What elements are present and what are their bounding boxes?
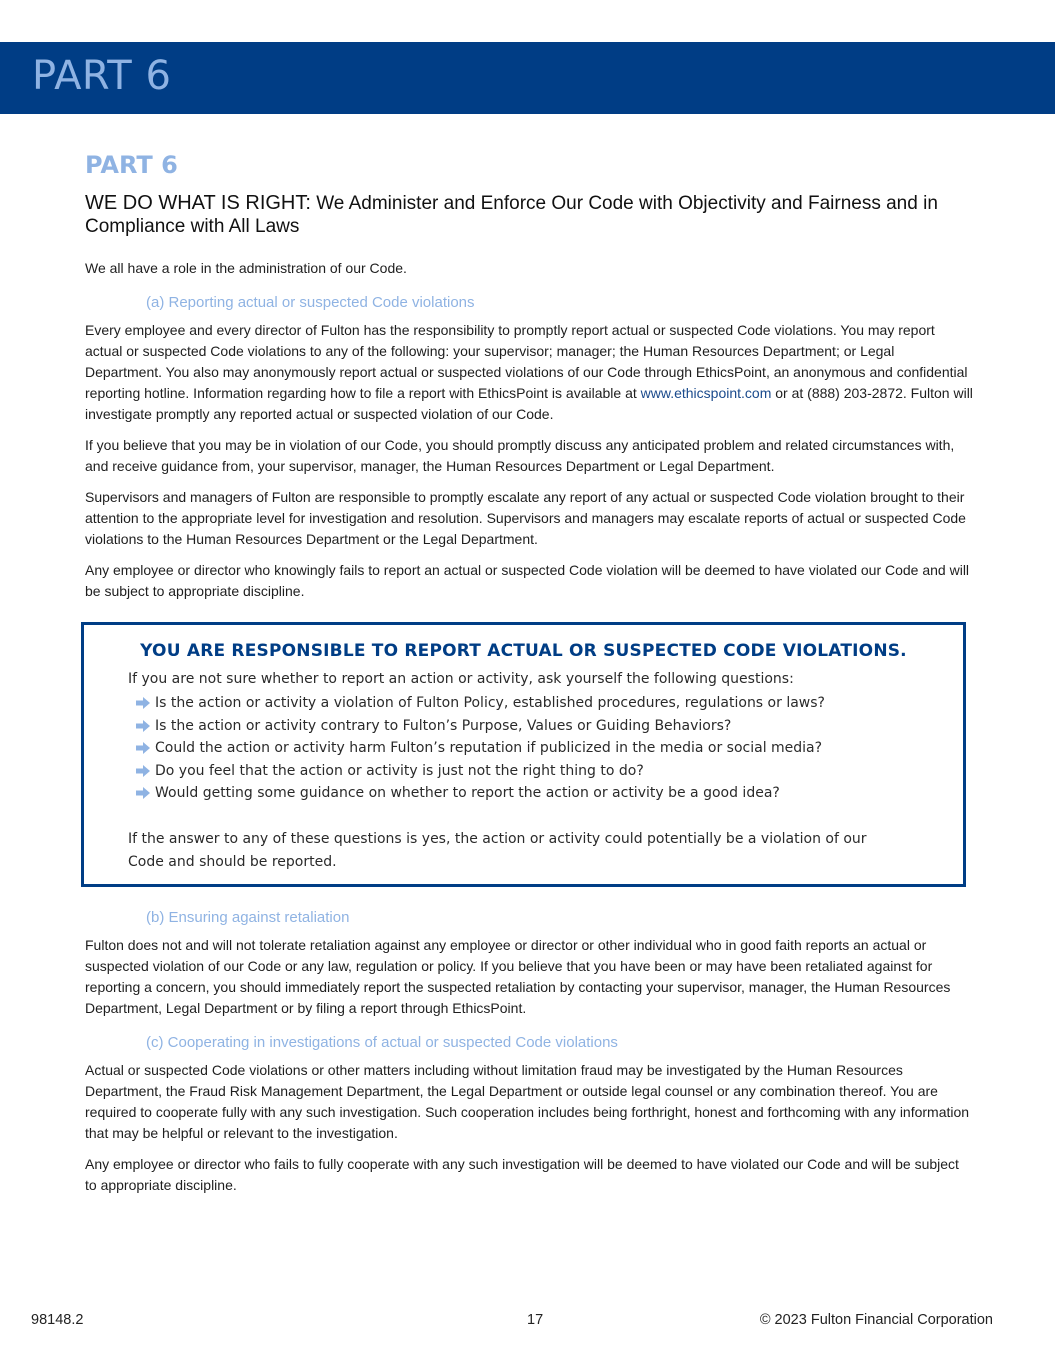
footer-copyright: © 2023 Fulton Financial Corporation — [759, 1312, 993, 1328]
intro-paragraph: We all have a role in the administration of our Code. — [85, 260, 407, 276]
list-item-text: Would getting some guidance on whether to report the action or activity be a good idea? — [155, 785, 780, 801]
arrow-right-icon — [136, 720, 150, 732]
subsection-c-paragraph-1: Actual or suspected Code violations or other matters including without limitation fraud may be investigated by the Human Resources Department, the Fraud Risk Management Department, the Legal Department or outside legal counsel or any combination thereof. You are required to cooperate fully with any such investigation. Such cooperation includes being forthright, honest and forthcoming with any information that may be helpful or relevant to the investigation. — [85, 1061, 970, 1141]
subsection-b-paragraph-1: Fulton does not and will not tolerate retaliation against any employee or director or other individual who in good faith reports an actual or suspected violation of our Code or any law, regulation or policy. If you believe that you have been or may have been retaliated against for reporting a concern, you should immediately report the suspected retaliation by contacting your supervisor, manager, the Human Resources Department, Legal Department or by filing a report through EthicsPoint. — [85, 936, 951, 1016]
banner-title: PART 6 — [32, 53, 172, 99]
callout-box — [81, 622, 966, 887]
subsection-b-heading: (b) Ensuring against retaliation — [146, 908, 350, 926]
callout-outro: If the answer to any of these questions is yes, the action or activity could potentially be a violation of our Code and should be reported. — [128, 830, 867, 870]
arrow-right-icon — [136, 697, 150, 709]
section-title-lead: WE DO WHAT IS RIGHT: — [85, 192, 311, 214]
paragraph-text: Every employee and every director of Fulton has the responsibility to promptly report actual or suspected Code violations. You may report actual or suspected Code violations to any of the following: your supervisor; manager; the Human Resources Department; or Legal Department. You also may anonymously report actual or suspected violations of our Code through EthicsPoint, an anonymous and confidential reporting hotline. Information regarding how to file a report with EthicsPoint is available at — [85, 322, 968, 401]
subsection-c-paragraph-2: Any employee or director who fails to fully cooperate with any such investigation will be deemed to have violated our Code and will be subject to appropriate discipline. — [85, 1155, 959, 1193]
list-item-text: Do you feel that the action or activity is just not the right thing to do? — [155, 762, 644, 779]
callout-title: YOU ARE RESPONSIBLE TO REPORT ACTUAL OR SUSPECTED CODE VIOLATIONS. — [140, 641, 907, 661]
subsection-a-paragraph-4: Any employee or director who knowingly fails to report an actual or suspected Code violation will be deemed to have violated our Code and will be subject to appropriate discipline. — [85, 562, 970, 599]
ethicspoint-link[interactable]: www.ethicspoint.com — [640, 385, 772, 401]
arrow-right-icon — [136, 742, 150, 754]
list-item-text: Could the action or activity harm Fulton’s reputation if publicized in the media or social media? — [155, 740, 823, 756]
list-item-text: Is the action or activity contrary to Fulton’s Purpose, Values or Guiding Behaviors? — [155, 717, 732, 734]
header-banner — [0, 42, 1055, 114]
list-item-text: Is the action or activity a violation of Fulton Policy, established procedures, regulations or laws? — [155, 695, 825, 711]
list-item — [136, 715, 963, 738]
section-title — [85, 192, 973, 238]
page-content — [85, 148, 973, 1196]
list-item — [136, 737, 963, 760]
subsection-a-paragraph-2: If you believe that you may be in violation of our Code, you should promptly discuss any anticipated problem and related circumstances with, and receive guidance from, your supervisor, manager, the Human Resources Department or Legal Department. — [85, 437, 955, 474]
paragraph-text: or at (888) 203-2872. Fulton will investigate promptly any reported actual or suspected violation of our Code. — [85, 385, 973, 422]
footer-page-number: 17 — [527, 1312, 544, 1328]
list-item — [136, 760, 963, 783]
footer-doc-number: 98148.2 — [31, 1312, 84, 1328]
arrow-right-icon — [136, 787, 150, 799]
list-item — [136, 782, 963, 805]
part-heading: PART 6 — [85, 151, 178, 179]
section-title-rest: We Administer and Enforce Our Code with Objectivity and Fairness and in Compliance with All Laws — [85, 193, 938, 237]
callout-intro: If you are not sure whether to report an action or activity, ask yourself the following questions: — [128, 671, 794, 687]
subsection-a-paragraph-1 — [85, 320, 973, 425]
list-item — [136, 692, 963, 715]
subsection-a-paragraph-3: Supervisors and managers of Fulton are responsible to promptly escalate any report of any actual or suspected Code violation brought to their attention to the appropriate level for investigation and resolution. Supervisors and managers may escalate reports of actual or suspected Code violations to the Human Resources Department or the Legal Department. — [85, 489, 966, 547]
arrow-right-icon — [136, 765, 150, 777]
subsection-a-heading: (a) Reporting actual or suspected Code violations — [146, 294, 475, 311]
callout-question-list — [136, 692, 963, 805]
subsection-c-heading: (c) Cooperating in investigations of actual or suspected Code violations — [146, 1033, 618, 1051]
